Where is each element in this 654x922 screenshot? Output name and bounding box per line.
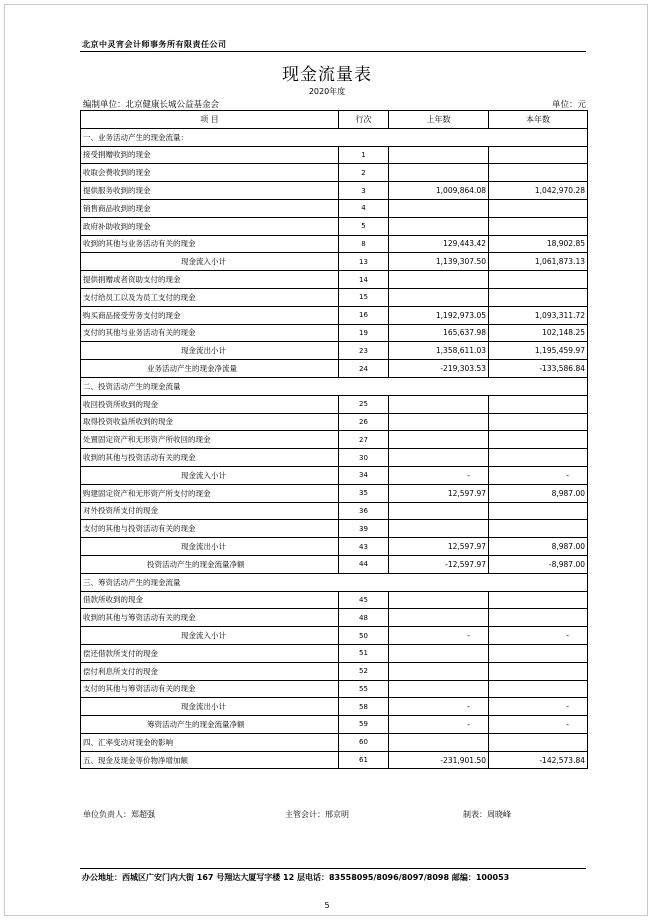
- row-line-number: 19: [339, 324, 389, 342]
- table-row: [81, 431, 588, 449]
- row-prev-year-value: 12,597.97: [389, 538, 489, 556]
- table-row: [81, 288, 588, 306]
- row-line-number: 23: [339, 342, 389, 360]
- row-prev-year-value: [389, 662, 489, 680]
- table-row: [81, 306, 588, 324]
- row-line-number: 45: [339, 591, 389, 609]
- row-line-number: 27: [339, 431, 389, 449]
- row-curr-year-value: [489, 502, 588, 520]
- row-curr-year-value: [489, 395, 588, 413]
- table-row: [81, 164, 588, 182]
- row-item-label: 接受捐赠收到的现金: [81, 146, 339, 164]
- table-row: [81, 733, 588, 751]
- table-row: [81, 253, 588, 271]
- currency-unit: 单位：元: [551, 100, 586, 110]
- row-line-number: 4: [339, 199, 389, 217]
- row-line-number: 50: [339, 627, 389, 645]
- row-item-label: 收取会费收到的现金: [81, 164, 339, 182]
- table-row: [81, 413, 588, 431]
- row-line-number: 58: [339, 698, 389, 716]
- row-curr-year-value: -: [489, 627, 588, 645]
- row-line-number: 59: [339, 716, 389, 734]
- row-prev-year-value: -219,303.53: [389, 360, 489, 378]
- row-line-number: 36: [339, 502, 389, 520]
- row-item-label: 筹资活动产生的现金流量净额: [81, 716, 339, 734]
- header-item: 项 目: [81, 111, 339, 129]
- table-row: [81, 395, 588, 413]
- row-curr-year-value: [489, 146, 588, 164]
- table-row: [81, 377, 588, 395]
- row-curr-year-value: [489, 733, 588, 751]
- row-line-number: 44: [339, 555, 389, 573]
- row-line-number: 16: [339, 306, 389, 324]
- row-item-label: 取得投资收益所收到的现金: [81, 413, 339, 431]
- section-heading: 二、投资活动产生的现金流量: [81, 377, 588, 395]
- row-line-number: 25: [339, 395, 389, 413]
- row-line-number: 26: [339, 413, 389, 431]
- table-row: [81, 271, 588, 289]
- table-row: [81, 199, 588, 217]
- row-line-number: 51: [339, 644, 389, 662]
- row-curr-year-value: -: [489, 698, 588, 716]
- table-header-row: [81, 111, 588, 129]
- table-row: [81, 217, 588, 235]
- row-item-label: 销售商品收到的现金: [81, 199, 339, 217]
- row-curr-year-value: [489, 520, 588, 538]
- row-line-number: 39: [339, 520, 389, 538]
- row-prev-year-value: [389, 591, 489, 609]
- document-year: 2020年度: [308, 87, 346, 96]
- row-curr-year-value: -: [489, 466, 588, 484]
- row-prev-year-value: 1,009,864.08: [389, 182, 489, 200]
- row-curr-year-value: [489, 449, 588, 467]
- header-prev-year: 上年数: [389, 111, 489, 129]
- row-line-number: 35: [339, 484, 389, 502]
- row-item-label: 业务活动产生的现金净流量: [81, 360, 339, 378]
- header-divider: [80, 51, 586, 52]
- row-item-label: 对外投资所支付的现金: [81, 502, 339, 520]
- row-line-number: 60: [339, 733, 389, 751]
- row-curr-year-value: 18,902.85: [489, 235, 588, 253]
- table-row: [81, 182, 588, 200]
- page-number: 5: [324, 901, 330, 910]
- table-row: [81, 555, 588, 573]
- table-row: [81, 751, 588, 769]
- preparing-organization: 编制单位：北京健康长城公益基金会: [83, 100, 220, 110]
- table-row: [81, 484, 588, 502]
- table-row: [81, 680, 588, 698]
- row-item-label: 现金流入小计: [81, 253, 339, 271]
- row-line-number: 5: [339, 217, 389, 235]
- row-curr-year-value: [489, 431, 588, 449]
- row-prev-year-value: 1,139,307.50: [389, 253, 489, 271]
- row-prev-year-value: -12,597.97: [389, 555, 489, 573]
- row-curr-year-value: 1,093,311.72: [489, 306, 588, 324]
- table-row: [81, 128, 588, 146]
- row-curr-year-value: [489, 199, 588, 217]
- row-curr-year-value: -133,586.84: [489, 360, 588, 378]
- row-curr-year-value: -: [489, 716, 588, 734]
- row-line-number: 52: [339, 662, 389, 680]
- section-heading: 一、业务活动产生的现金流量：: [81, 128, 588, 146]
- row-line-number: 2: [339, 164, 389, 182]
- row-prev-year-value: -: [389, 627, 489, 645]
- row-prev-year-value: 12,597.97: [389, 484, 489, 502]
- table-row: [81, 609, 588, 627]
- chief-accountant-signoff: 主管会计：邢京明: [285, 810, 349, 819]
- row-curr-year-value: -142,573.84: [489, 751, 588, 769]
- table-row: [81, 360, 588, 378]
- row-item-label: 现金流入小计: [81, 627, 339, 645]
- row-prev-year-value: 1,192,973.05: [389, 306, 489, 324]
- row-line-number: 15: [339, 288, 389, 306]
- row-item-label: 五、现金及现金等价物净增加额: [81, 751, 339, 769]
- row-prev-year-value: [389, 449, 489, 467]
- row-prev-year-value: 129,443.42: [389, 235, 489, 253]
- footer-divider: [80, 868, 586, 869]
- row-curr-year-value: [489, 644, 588, 662]
- section-heading: 三、筹资活动产生的现金流量: [81, 573, 588, 591]
- row-line-number: 61: [339, 751, 389, 769]
- row-curr-year-value: 102,148.25: [489, 324, 588, 342]
- row-item-label: 现金流出小计: [81, 538, 339, 556]
- table-row: [81, 716, 588, 734]
- row-item-label: 借款所收到的现金: [81, 591, 339, 609]
- row-item-label: 现金流出小计: [81, 342, 339, 360]
- row-item-label: 现金流出小计: [81, 698, 339, 716]
- table-row: [81, 573, 588, 591]
- firm-name: 北京中灵宵会计师事务所有限责任公司: [82, 40, 227, 49]
- row-curr-year-value: [489, 591, 588, 609]
- row-prev-year-value: [389, 609, 489, 627]
- row-item-label: 偿付利息所支付的现金: [81, 662, 339, 680]
- row-item-label: 偿还借款所支付的现金: [81, 644, 339, 662]
- row-curr-year-value: 8,987.00: [489, 538, 588, 556]
- unit-head-signoff: 单位负责人：郑超强: [83, 810, 155, 819]
- table-row: [81, 324, 588, 342]
- row-curr-year-value: [489, 609, 588, 627]
- row-item-label: 收回投资所收到的现金: [81, 395, 339, 413]
- row-prev-year-value: [389, 644, 489, 662]
- row-line-number: 24: [339, 360, 389, 378]
- row-item-label: 收到的其他与筹资活动有关的现金: [81, 609, 339, 627]
- row-curr-year-value: -8,987.00: [489, 555, 588, 573]
- row-item-label: 支付的其他与筹资活动有关的现金: [81, 680, 339, 698]
- header-curr-year: 本年数: [489, 111, 588, 129]
- row-item-label: 提供服务收到的现金: [81, 182, 339, 200]
- table-row: [81, 520, 588, 538]
- row-line-number: 14: [339, 271, 389, 289]
- row-line-number: 1: [339, 146, 389, 164]
- table-row: [81, 466, 588, 484]
- table-row: [81, 591, 588, 609]
- preparer-signoff: 制表：周晓峰: [463, 810, 511, 819]
- row-line-number: 43: [339, 538, 389, 556]
- row-item-label: 收到的其他与业务活动有关的现金: [81, 235, 339, 253]
- row-line-number: 8: [339, 235, 389, 253]
- row-line-number: 48: [339, 609, 389, 627]
- row-prev-year-value: [389, 413, 489, 431]
- row-line-number: 13: [339, 253, 389, 271]
- table-body: [81, 128, 588, 769]
- row-prev-year-value: [389, 288, 489, 306]
- row-line-number: 55: [339, 680, 389, 698]
- row-prev-year-value: [389, 502, 489, 520]
- row-prev-year-value: 165,637.98: [389, 324, 489, 342]
- row-item-label: 政府补助收到的现金: [81, 217, 339, 235]
- row-curr-year-value: 1,042,970.28: [489, 182, 588, 200]
- row-item-label: 投资活动产生的现金流量净额: [81, 555, 339, 573]
- row-item-label: 收到的其他与投资活动有关的现金: [81, 449, 339, 467]
- row-prev-year-value: [389, 164, 489, 182]
- row-prev-year-value: -: [389, 716, 489, 734]
- table-row: [81, 146, 588, 164]
- row-item-label: 提供捐赠或者资助支付的现金: [81, 271, 339, 289]
- row-curr-year-value: [489, 288, 588, 306]
- row-line-number: 34: [339, 466, 389, 484]
- row-item-label: 支付给员工以及为员工支付的现金: [81, 288, 339, 306]
- row-curr-year-value: [489, 217, 588, 235]
- table-row: [81, 538, 588, 556]
- row-prev-year-value: [389, 217, 489, 235]
- table-row: [81, 342, 588, 360]
- table-row: [81, 627, 588, 645]
- table-row: [81, 662, 588, 680]
- row-item-label: 处置固定资产和无形资产所收回的现金: [81, 431, 339, 449]
- table-row: [81, 235, 588, 253]
- row-curr-year-value: [489, 271, 588, 289]
- row-prev-year-value: -: [389, 698, 489, 716]
- row-prev-year-value: [389, 520, 489, 538]
- row-item-label: 现金流入小计: [81, 466, 339, 484]
- row-item-label: 购建固定资产和无形资产所支付的现金: [81, 484, 339, 502]
- row-curr-year-value: [489, 680, 588, 698]
- row-curr-year-value: 8,987.00: [489, 484, 588, 502]
- row-curr-year-value: 1,061,873.13: [489, 253, 588, 271]
- row-curr-year-value: [489, 413, 588, 431]
- office-address: 办公地址：西城区广安门内大街 167 号翔达大厦写字楼 12 层电话：83558095/8096/8097/8098 邮编：100053: [82, 873, 510, 882]
- row-prev-year-value: [389, 146, 489, 164]
- table-row: [81, 449, 588, 467]
- table-row: [81, 644, 588, 662]
- row-prev-year-value: [389, 395, 489, 413]
- row-prev-year-value: [389, 271, 489, 289]
- cash-flow-table: [80, 110, 588, 769]
- table-row: [81, 502, 588, 520]
- row-prev-year-value: [389, 680, 489, 698]
- row-prev-year-value: [389, 733, 489, 751]
- row-curr-year-value: [489, 164, 588, 182]
- row-curr-year-value: 1,195,459.97: [489, 342, 588, 360]
- row-prev-year-value: [389, 431, 489, 449]
- row-line-number: 3: [339, 182, 389, 200]
- row-curr-year-value: [489, 662, 588, 680]
- row-prev-year-value: -231,901.50: [389, 751, 489, 769]
- header-line-no: 行次: [339, 111, 389, 129]
- row-item-label: 四、汇率变动对现金的影响: [81, 733, 339, 751]
- row-line-number: 30: [339, 449, 389, 467]
- row-prev-year-value: -: [389, 466, 489, 484]
- row-item-label: 支付的其他与投资活动有关的现金: [81, 520, 339, 538]
- row-prev-year-value: [389, 199, 489, 217]
- row-prev-year-value: 1,358,611.03: [389, 342, 489, 360]
- row-item-label: 购买商品接受劳务支付的现金: [81, 306, 339, 324]
- document-title: 现金流量表: [282, 65, 372, 85]
- row-item-label: 支付的其他与业务活动有关的现金: [81, 324, 339, 342]
- table-row: [81, 698, 588, 716]
